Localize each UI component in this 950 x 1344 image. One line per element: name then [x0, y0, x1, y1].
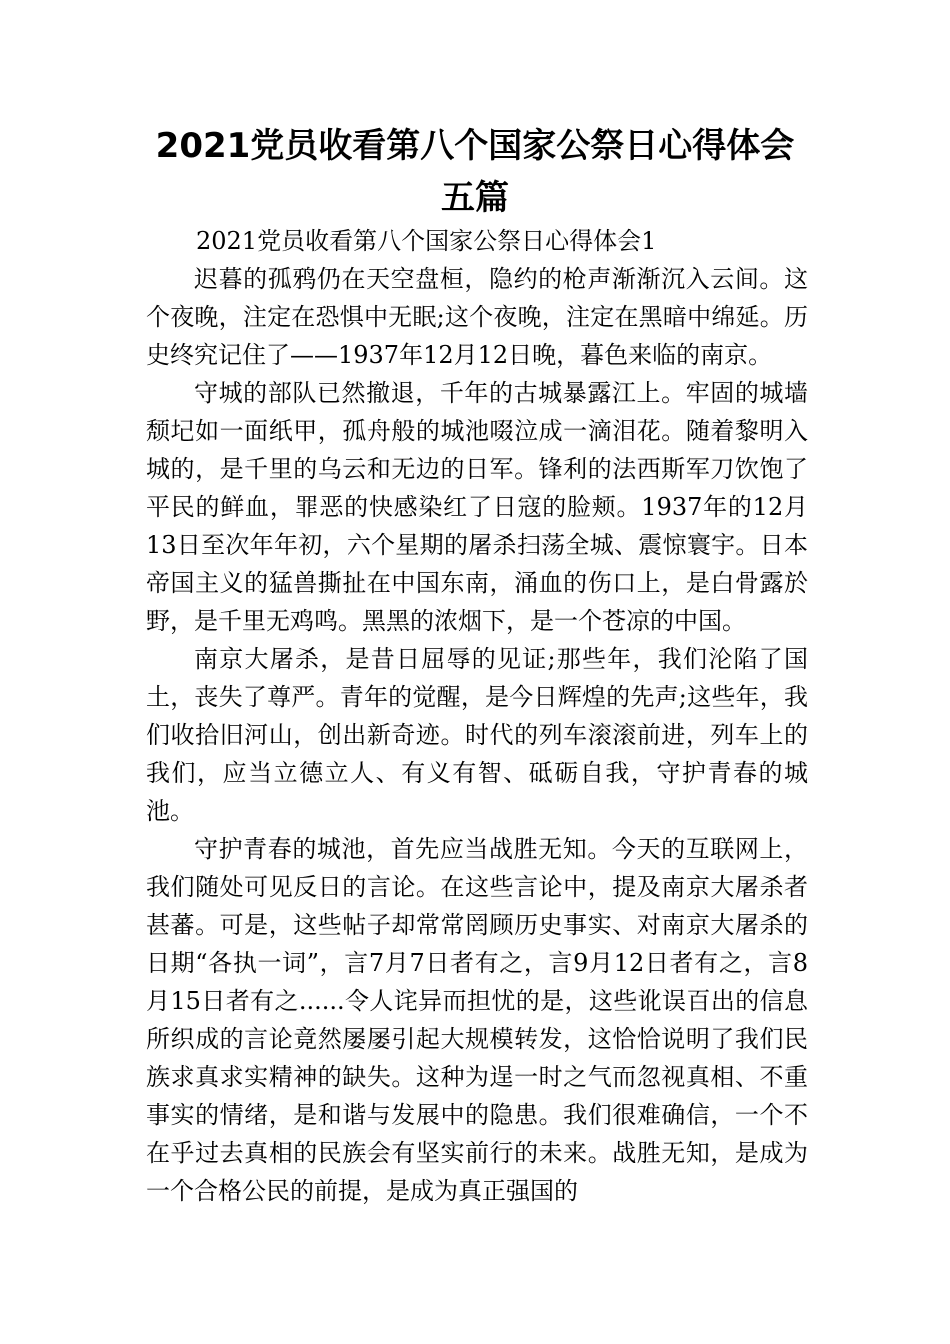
paragraph-4: 守护青春的城池，首先应当战胜无知。今天的互联网上，我们随处可见反日的言论。在这些言论中，提及南京大屠杀者甚蕃。可是，这些帖子却常常罔顾历史事实、对南京大屠杀的日期“各执一词”，言7月7日者有之，言9月12日者有之，言8月15日者有之......令人诧异而担忧的是，这些讹误百出的信息所织成的言论竟然屡屡引起大规模转发，这恰恰说明了我们民族求真求实精神的缺失。这种为逞一时之气而忽视真相、不重事实的情绪，是和谐与发展中的隐患。我们很难确信，一个不在乎过去真相的民族会有坚实前行的未来。战胜无知，是成为一个合格公民的前提，是成为真正强国的	[146, 835, 808, 1205]
section-heading: 2021党员收看第八个国家公祭日心得体会1	[196, 227, 657, 255]
paragraph-2: 守城的部队已然撤退，千年的古城暴露江上。牢固的城墙颓圮如一面纸甲，孤舟般的城池啜泣成一滴泪花。随着黎明入城的，是千里的乌云和无边的日军。锋利的法西斯军刀饮饱了平民的鲜血，罪恶的快感染红了日寇的脸颊。1937年的12月13日至次年年初，六个星期的屠杀扫荡全城、震惊寰宇。日本帝国主义的猛兽撕扯在中国东南，涌血的伤口上，是白骨露於野，是千里无鸡鸣。黑黑的浓烟下，是一个苍凉的中国。	[146, 379, 808, 635]
document-title: 2021党员收看第八个国家公祭日心得体会五篇	[155, 126, 795, 218]
paragraph-3: 南京大屠杀，是昔日屈辱的见证;那些年，我们沦陷了国土，丧失了尊严。青年的觉醒，是今日辉煌的先声;这些年，我们收拾旧河山，创出新奇迹。时代的列车滚滚前进，列车上的我们，应当立德立人、有义有智、砥砺自我，守护青春的城池。	[146, 645, 808, 825]
paragraph-1: 迟暮的孤鸦仍在天空盘桓，隐约的枪声渐渐沉入云间。这个夜晚，注定在恐惧中无眠;这个夜晚，注定在黑暗中绵延。历史终究记住了——1937年12月12日晚，暮色来临的南京。	[146, 265, 808, 369]
document-body	[146, 222, 808, 1210]
